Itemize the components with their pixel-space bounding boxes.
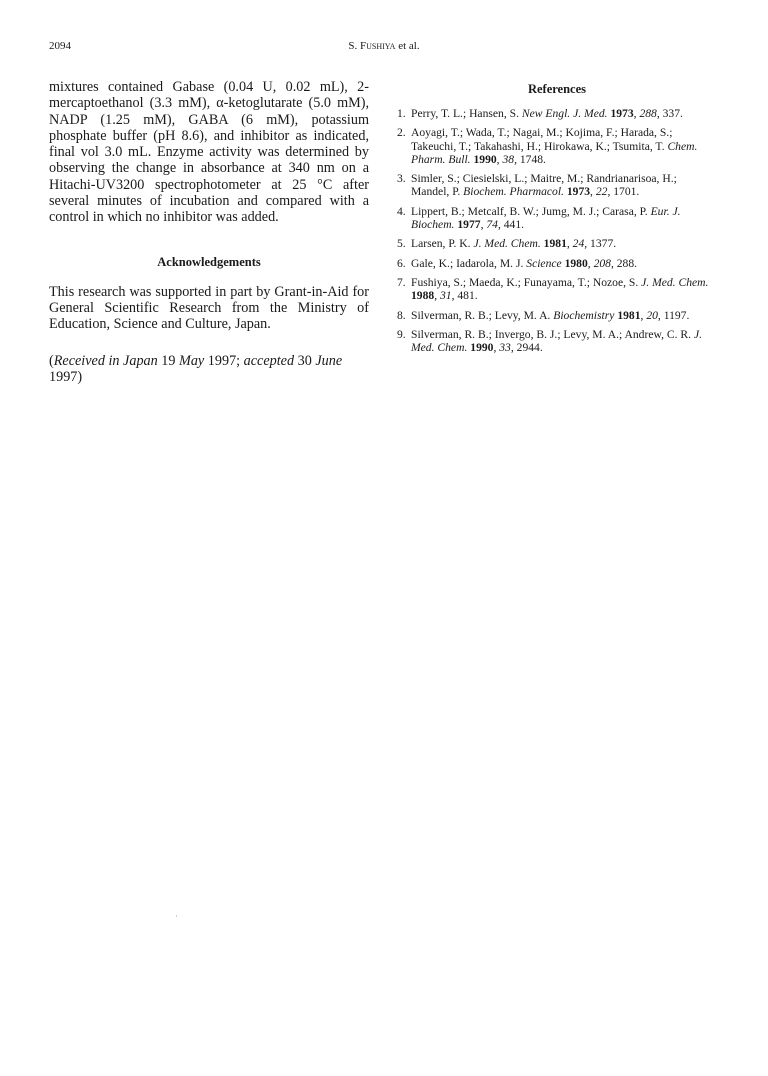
running-head [0, 40, 768, 52]
reference-item: 7. Fushiya, S.; Maeda, K.; Funayama, T.; Nozoe, S. J. Med. Chem. 1988, 31, 481. [397, 275, 709, 303]
reference-number: 5. [397, 237, 406, 251]
reference-pages: 1197. [663, 308, 690, 322]
reference-number: 4. [397, 204, 406, 218]
reference-year: 1988 [411, 289, 435, 303]
reference-authors: Silverman, R. B.; Invergo, B. J.; Levy, M. A.; Andrew, C. R. [411, 327, 694, 341]
reference-journal: J. Med. Chem. [411, 327, 703, 355]
reference-journal: New Engl. J. Med. [521, 107, 608, 120]
reference-authors: Fushiya, S.; Maeda, K.; Funayama, T.; Nozoe, S. [411, 275, 642, 289]
reference-volume: 288 [639, 107, 657, 120]
reference-authors: Gale, K.; Iadarola, M. J. [411, 256, 527, 270]
reference-year: 1973 [610, 107, 634, 120]
reference-number: 6. [397, 256, 406, 270]
acknowledgements-text: This research was supported in part by Grant-in-Aid for General Scientific Research from the Ministry of Education, Science and Culture, Japan. [49, 283, 369, 333]
received-accepted-note [49, 353, 369, 385]
reference-item: 6. Gale, K.; Iadarola, M. J. Science 1980, 208, 288. [397, 256, 638, 270]
reference-volume: 31 [439, 289, 452, 303]
reference-item: 4. Lippert, B.; Metcalf, B. W.; Jumg, M. J.; Carasa, P. Eur. J. Biochem. 1977, 74, 441. [397, 204, 681, 232]
running-head-author-rest: ushiya [366, 40, 396, 52]
scan-speck [176, 915, 177, 917]
reference-volume: 74 [486, 218, 498, 232]
reference-list [397, 107, 717, 354]
reference-volume: 38 [502, 152, 515, 166]
received-year: 1997; [204, 352, 244, 369]
accepted-day: 30 [294, 352, 316, 369]
reference-year: 1980 [564, 256, 588, 270]
left-column [49, 79, 369, 385]
reference-authors: Perry, T. L.; Hansen, S. [411, 107, 522, 120]
reference-year: 1981 [543, 237, 567, 251]
reference-journal: J. Med. Chem. [473, 237, 541, 251]
reference-journal: Biochemistry [553, 308, 615, 322]
reference-pages: 441. [503, 218, 525, 232]
running-head-et-al: et al. [395, 40, 420, 52]
reference-journal: Science [526, 256, 562, 270]
reference-volume: 33 [499, 341, 511, 355]
reference-item: 5. Larsen, P. K. J. Med. Chem. 1981, 24, 1377. [397, 237, 617, 251]
reference-item: 1. Perry, T. L.; Hansen, S. New Engl. J. Med. 1973, 288, 337. [397, 107, 683, 120]
reference-year: 1973 [566, 185, 591, 199]
reference-item: 2. Aoyagi, T.; Wada, T.; Nagai, M.; Kojima, F.; Harada, S.; Takeuchi, T.; Takahashi, H.; Hirokawa, K.; Tsumita, T. Chem. Pharm. Bull. 1990, 38, 1748. [397, 126, 698, 166]
reference-pages: 1748. [519, 152, 546, 166]
reference-number: 8. [397, 308, 406, 322]
reference-number: 3. [397, 172, 406, 186]
accepted-year: 1997) [49, 368, 83, 385]
reference-authors: Simler, S.; Ciesielski, L.; Maitre, M.; Randrianarisoa, H.; Mandel, P. [411, 172, 677, 199]
reference-year: 1981 [617, 308, 641, 322]
received-day: 19 [157, 352, 180, 369]
methods-paragraph: mixtures contained Gabase (0.04 U, 0.02 mL), 2-mercaptoethanol (3.3 mM), α-ketoglutarate (5.0 mM), NADP (1.25 mM), GABA (6 mM), potassium phosphate buffer (pH 8.6), and inhibitor as indicated, final vol 3.0 mL. Enzyme activity was determined by observing the change in absorbance at 340 nm on a Hitachi-UV3200 spectrophotometer at 25 °C after several minutes of incubation and compared with a control in which no inhibitor was added. [49, 79, 369, 226]
reference-number: 1. [397, 107, 406, 120]
reference-journal: Eur. J. Biochem. [411, 204, 681, 232]
reference-pages: 1701. [613, 185, 640, 199]
reference-volume: 208 [593, 256, 611, 270]
reference-pages: 288. [616, 256, 638, 270]
received-month: May [179, 352, 205, 369]
references-column [397, 82, 717, 360]
reference-year: 1977 [457, 218, 481, 232]
received-label: Received in Japan [53, 352, 158, 369]
reference-number: 7. [397, 275, 406, 289]
reference-authors: Lippert, B.; Metcalf, B. W.; Jumg, M. J.; Carasa, P. [411, 204, 651, 218]
page-number: 2094 [49, 40, 71, 52]
references-heading: References [527, 82, 587, 96]
reference-authors: Silverman, R. B.; Levy, M. A. [411, 308, 554, 322]
received-open: ( [49, 352, 54, 369]
reference-year: 1990 [473, 152, 497, 166]
reference-pages: 337. [662, 107, 683, 120]
reference-journal: Biochem. Pharmacol. [463, 185, 564, 199]
reference-item: 3. Simler, S.; Ciesielski, L.; Maitre, M.; Randrianarisoa, H.; Mandel, P. Biochem. Pharmacol. 1973, 22, 1701. [397, 172, 677, 199]
accepted-month: June [315, 352, 343, 369]
reference-number: 9. [397, 327, 406, 341]
reference-authors: Larsen, P. K. [411, 237, 474, 251]
reference-number: 2. [397, 126, 406, 140]
reference-item: 8. Silverman, R. B.; Levy, M. A. Biochemistry 1981, 20, 1197. [397, 308, 690, 322]
reference-item: 9. Silverman, R. B.; Invergo, B. J.; Levy, M. A.; Andrew, C. R. J. Med. Chem. 1990, 33, 2944. [397, 327, 703, 355]
reference-volume: 24 [572, 237, 585, 251]
reference-pages: 2944. [516, 341, 543, 355]
reference-year: 1990 [470, 341, 494, 355]
running-head-author-initial: S. F [348, 40, 367, 52]
reference-volume: 22 [595, 185, 608, 199]
reference-journal: J. Med. Chem. [641, 275, 709, 289]
reference-journal: Chem. Pharm. Bull. [411, 139, 698, 166]
accepted-label: accepted [243, 352, 295, 369]
reference-volume: 20 [646, 308, 658, 322]
reference-authors: Aoyagi, T.; Wada, T.; Nagai, M.; Kojima, F.; Harada, S.; Takeuchi, T.; Takahashi, H.; Hirokawa, K.; Tsumita, T. [411, 126, 673, 153]
reference-pages: 481. [457, 289, 478, 303]
acknowledgements-heading: Acknowledgements [157, 254, 261, 269]
reference-pages: 1377. [590, 237, 617, 251]
